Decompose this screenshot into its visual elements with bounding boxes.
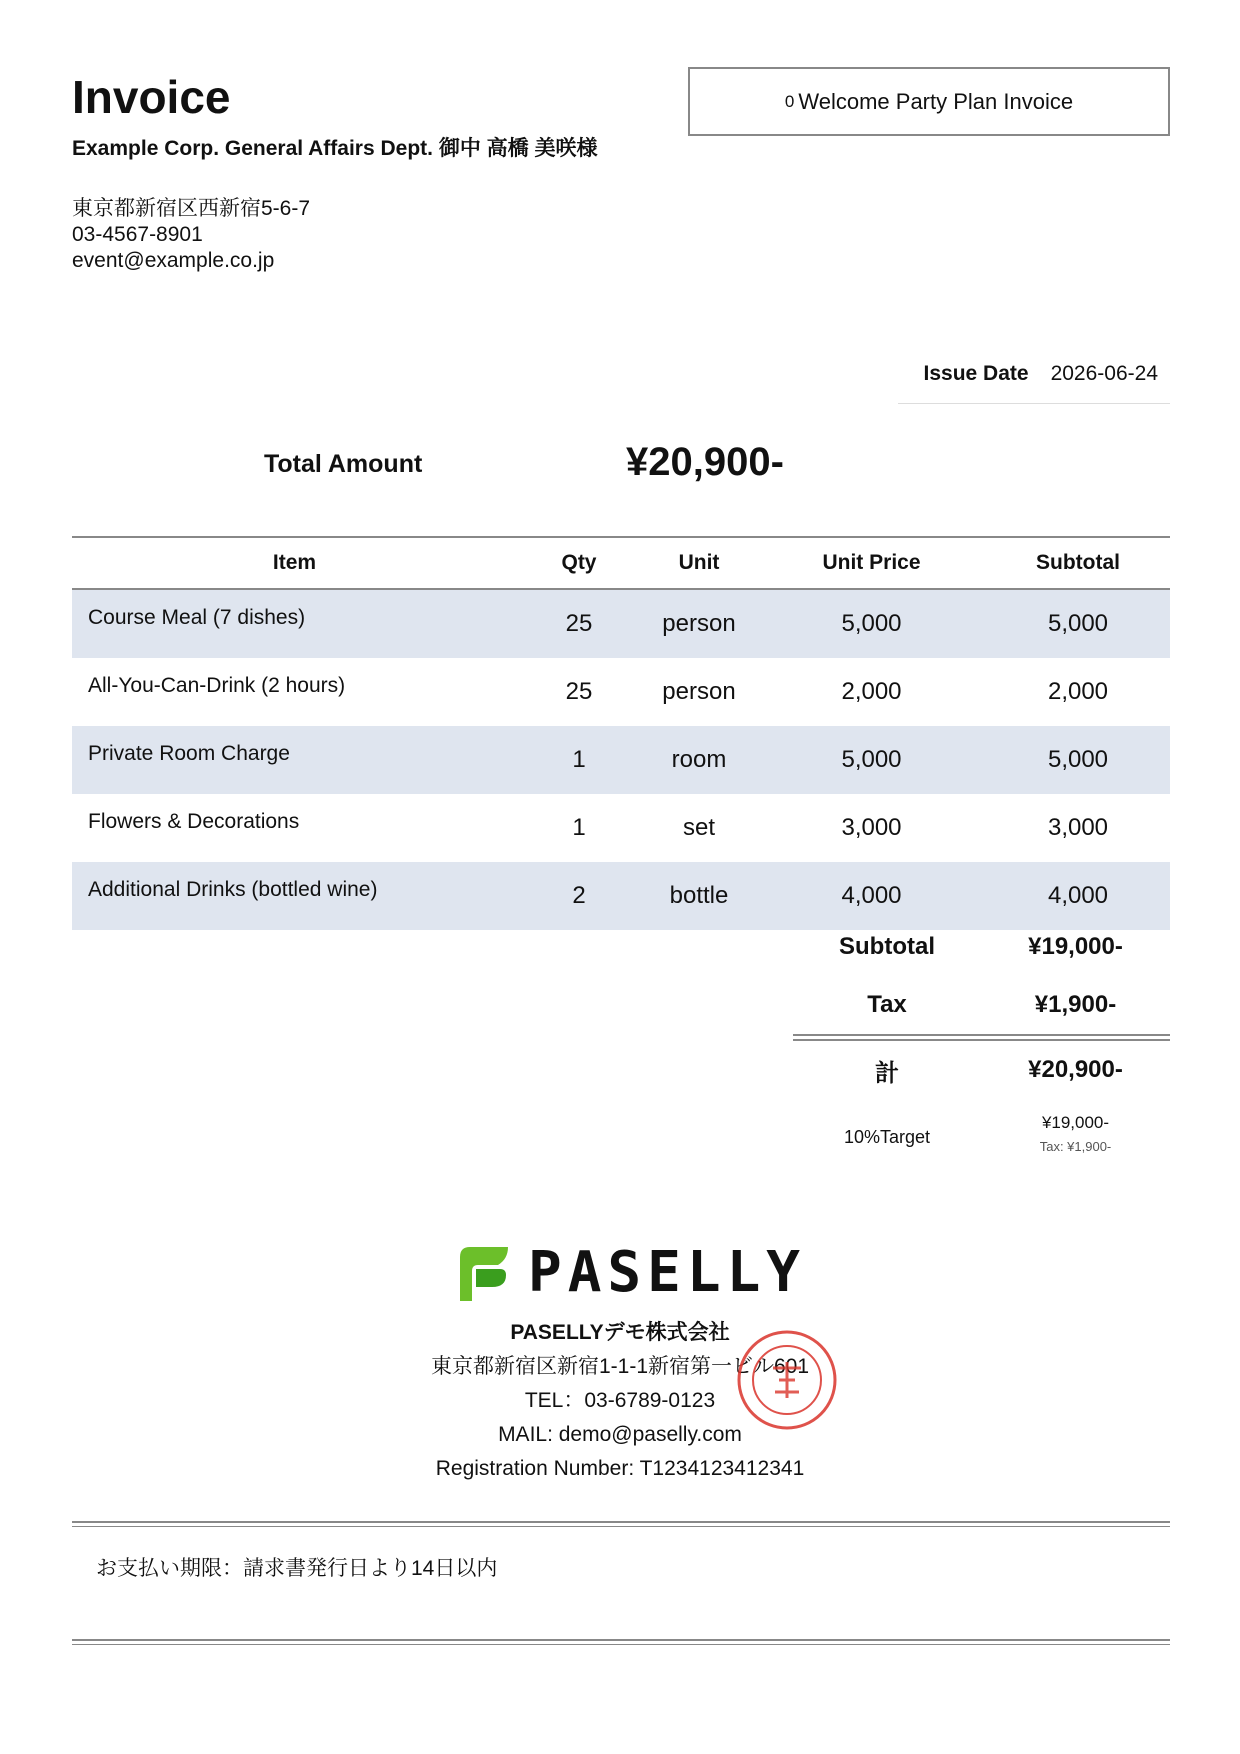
cell-unit-price: 2,000	[841, 678, 902, 705]
total-amount-value: ¥20,900-	[626, 440, 784, 484]
cell-unit-price: 5,000	[757, 726, 986, 794]
cell-item: Private Room Charge	[72, 726, 517, 794]
recipient-phone: 03-4567-8901	[72, 223, 203, 246]
issuer-mail: MAIL: demo@paselly.com	[498, 1423, 742, 1446]
header-item: Item	[72, 537, 517, 589]
cell-qty: 2	[517, 862, 641, 930]
issue-date-row	[898, 362, 1170, 404]
tax-breakdown	[793, 1113, 1170, 1154]
cell-qty: 1	[517, 726, 641, 794]
cell-unit: person	[662, 678, 736, 705]
table-header-row	[72, 537, 1170, 589]
header-qty: Qty	[517, 537, 641, 589]
cell-subtotal: 4,000	[986, 862, 1170, 930]
cell-subtotal: 2,000	[1047, 678, 1109, 705]
recipient-info	[72, 196, 310, 274]
cell-qty: 1	[572, 814, 586, 841]
table-row	[72, 589, 1170, 658]
summary-total-value: ¥20,900-	[1028, 1056, 1123, 1083]
summary-tax-value: ¥1,900-	[1034, 991, 1117, 1018]
payment-due-note: お支払い期限：請求書発行日より14日以内	[96, 1557, 498, 1580]
cell-unit-price: 4,000	[757, 862, 986, 930]
total-amount-label: Total Amount	[264, 450, 423, 478]
tax-rate-label: 10%Target	[843, 1127, 931, 1147]
issue-date-label: Issue Date	[923, 362, 1029, 385]
header-unit: Unit	[641, 537, 757, 589]
cell-qty: 25	[517, 589, 641, 658]
cell-unit: bottle	[641, 862, 757, 930]
cell-subtotal: 5,000	[986, 726, 1170, 794]
cell-item: All-You-Can-Drink (2 hours)	[88, 674, 346, 697]
page-title: Invoice	[72, 71, 231, 123]
issuer-tel: TEL：03-6789-0123	[524, 1389, 716, 1412]
recipient-address: 東京都新宿区西新宿5-6-7	[72, 197, 311, 220]
cell-unit: set	[682, 814, 715, 841]
issuer-registration: Registration Number: T1234123412341	[435, 1457, 805, 1480]
summary-total-label: 計	[875, 1059, 899, 1087]
cell-item: Course Meal (7 dishes)	[72, 589, 517, 658]
summary-block	[793, 918, 1170, 1154]
summary-divider	[793, 1034, 1170, 1041]
cell-unit: person	[641, 589, 757, 658]
table-row	[72, 794, 1170, 862]
issue-date-value: 2026-06-24	[1050, 362, 1158, 385]
summary-subtotal-value: ¥19,000-	[1028, 933, 1123, 960]
items-table	[72, 536, 1170, 930]
leaf-logo-icon	[456, 1243, 512, 1303]
cell-unit: room	[641, 726, 757, 794]
table-row	[72, 658, 1170, 726]
cell-item: Flowers & Decorations	[88, 810, 300, 833]
tax-rate-amount: ¥19,000-	[1041, 1113, 1110, 1132]
issuer-block	[0, 1316, 1240, 1486]
issuer-address: 東京都新宿区新宿1-1-1新宿第一ビル601	[430, 1355, 810, 1378]
summary-subtotal-row	[793, 918, 1170, 976]
company-logo	[456, 1240, 806, 1305]
tax-rate-values	[981, 1113, 1170, 1154]
cell-unit-price: 3,000	[841, 814, 902, 841]
table-row	[72, 726, 1170, 794]
summary-total-row	[793, 1041, 1170, 1099]
cell-qty: 25	[565, 678, 593, 705]
issuer-company-name: PASELLYデモ株式会社	[510, 1321, 730, 1344]
summary-tax-label: Tax	[867, 991, 907, 1018]
header-unit-price: Unit Price	[757, 537, 986, 589]
recipient-email: event@example.co.jp	[72, 249, 275, 272]
company-seal-stamp-icon	[735, 1328, 839, 1432]
cell-subtotal: 5,000	[986, 589, 1170, 658]
subject-number: 0	[784, 91, 795, 111]
logo-wordmark: PASELLY	[528, 1240, 807, 1305]
footer-bottom-rule	[72, 1639, 1170, 1645]
footer-top-rule	[72, 1521, 1170, 1527]
recipient-name: Example Corp. General Affairs Dept. 御中 高橋 美咲様	[72, 137, 598, 160]
cell-unit-price: 5,000	[757, 589, 986, 658]
cell-subtotal: 3,000	[1047, 814, 1109, 841]
cell-item: Additional Drinks (bottled wine)	[72, 862, 517, 930]
tax-rate-tax: Tax: ¥1,900-	[1039, 1139, 1112, 1154]
header-subtotal: Subtotal	[986, 537, 1170, 589]
summary-tax-row	[793, 976, 1170, 1034]
summary-subtotal-label: Subtotal	[839, 933, 935, 960]
subject-box	[688, 67, 1170, 136]
subject-text: Welcome Party Plan Invoice	[798, 88, 1074, 114]
